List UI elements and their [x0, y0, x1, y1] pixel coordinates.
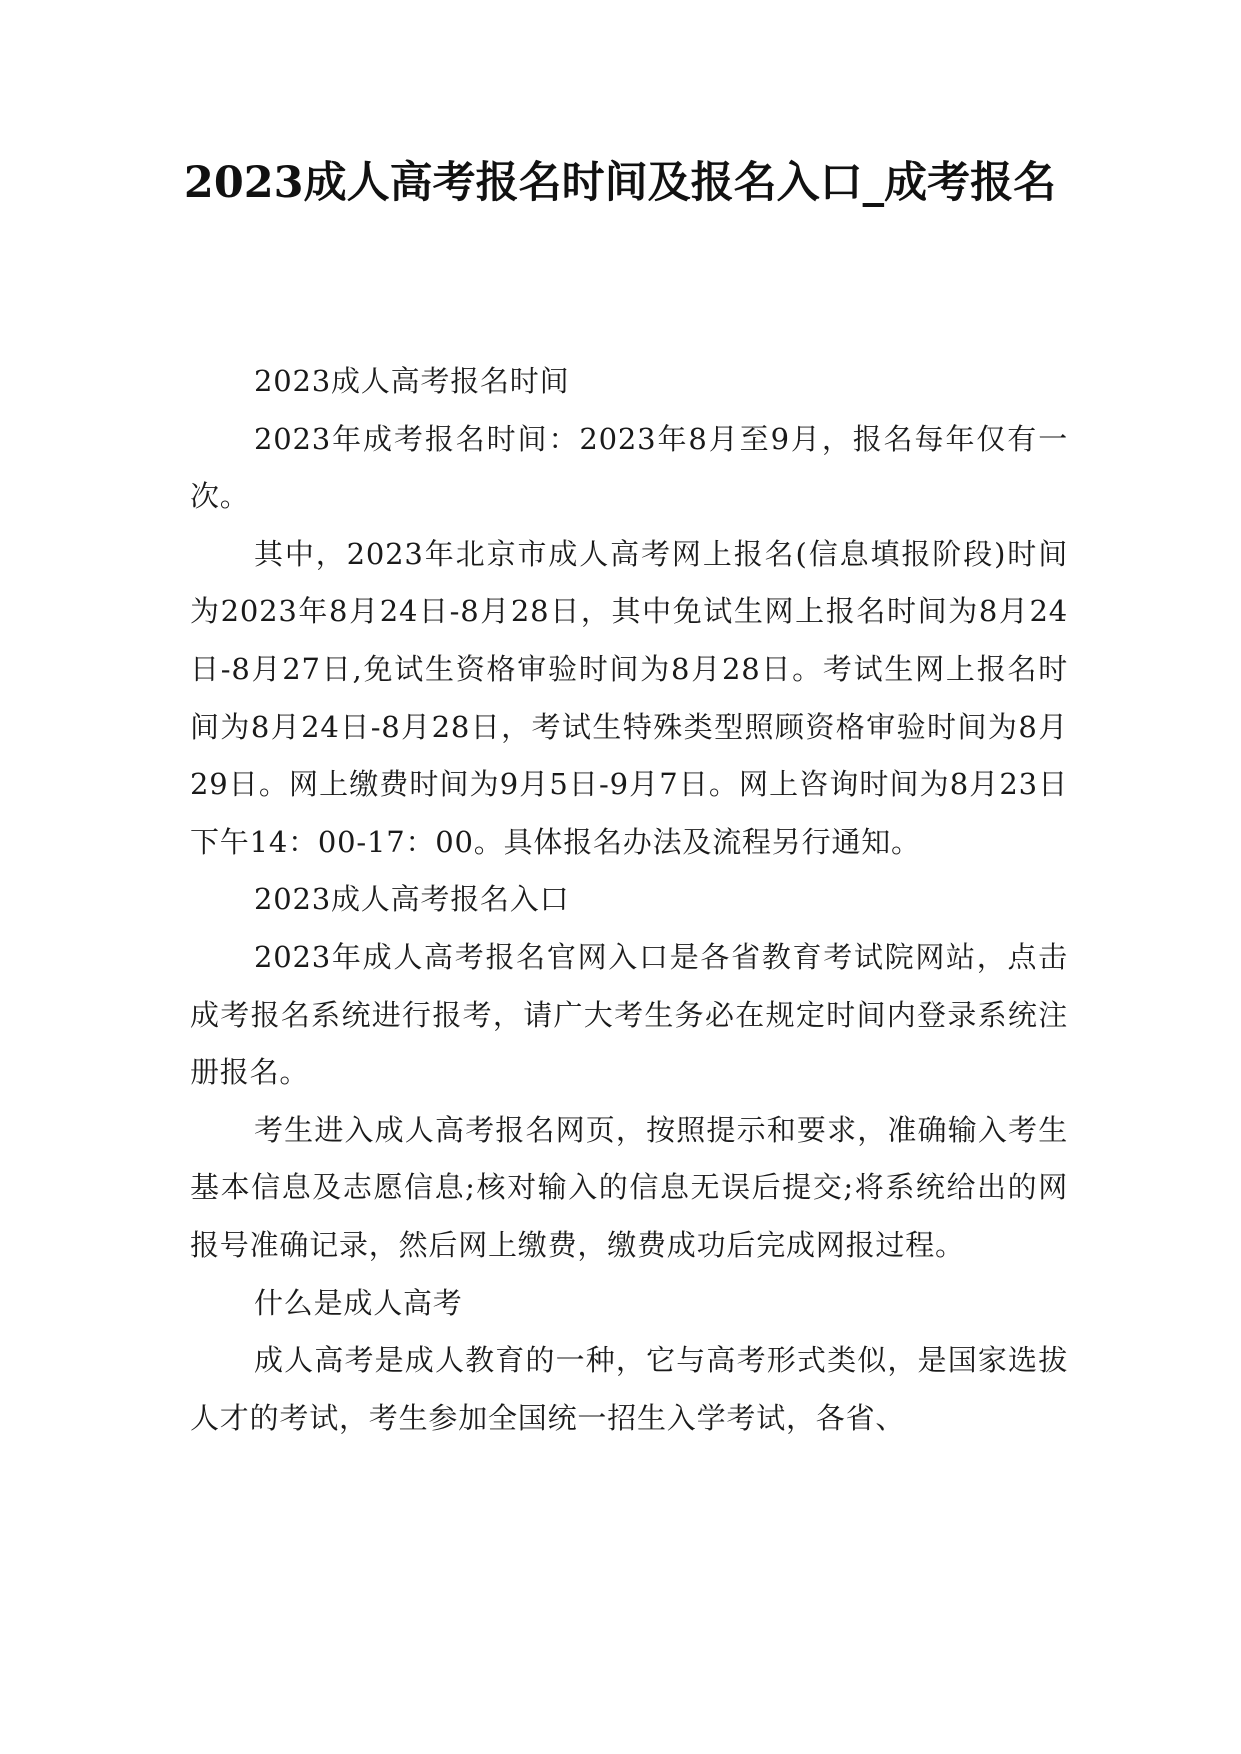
section-heading-registration-time: 2023成人高考报名时间 [254, 364, 570, 398]
section-heading-what-is: 什么是成人高考 [254, 1285, 463, 1320]
paragraph-official-entry: 2023年成人高考报名官网入口是各省教育考试院网站，点击成考报名系统进行报考，请广大考生务必在规定时间内登录系统注册报名。 [190, 939, 1068, 1090]
paragraph-beijing-schedule: 其中，2023年北京市成人高考网上报名(信息填报阶段)时间为2023年8月24日-8月28日，其中免试生网上报名时间为8月24日-8月27日,免试生资格审验时间为8月28日。考试生网上报名时间为8月24日-8月28日，考试生特殊类型照顾资格审验时间为8月29日。网上缴费时间为9月5日-9月7日。网上咨询时间为8月23日下午14：00-17：00。具体报名办法及流程另行通知。 [190, 536, 1068, 859]
paragraph-registration-steps: 考生进入成人高考报名网页，按照提示和要求，准确输入考生基本信息及志愿信息;核对输入的信息无误后提交;将系统给出的网报号准确记录，然后网上缴费，缴费成功后完成网报过程。 [190, 1112, 1068, 1262]
document-body [190, 353, 1068, 1447]
section-heading-registration-entry: 2023成人高考报名入口 [254, 882, 570, 917]
document-title: 2023成人高考报名时间及报名入口_成考报名 [183, 158, 1057, 208]
paragraph-definition: 成人高考是成人教育的一种，它与高考形式类似，是国家选拔人才的考试，考生参加全国统一招生入学考试，各省、 [190, 1343, 1068, 1435]
paragraph-registration-period: 2023年成考报名时间：2023年8月至9月，报名每年仅有一次。 [190, 421, 1068, 514]
